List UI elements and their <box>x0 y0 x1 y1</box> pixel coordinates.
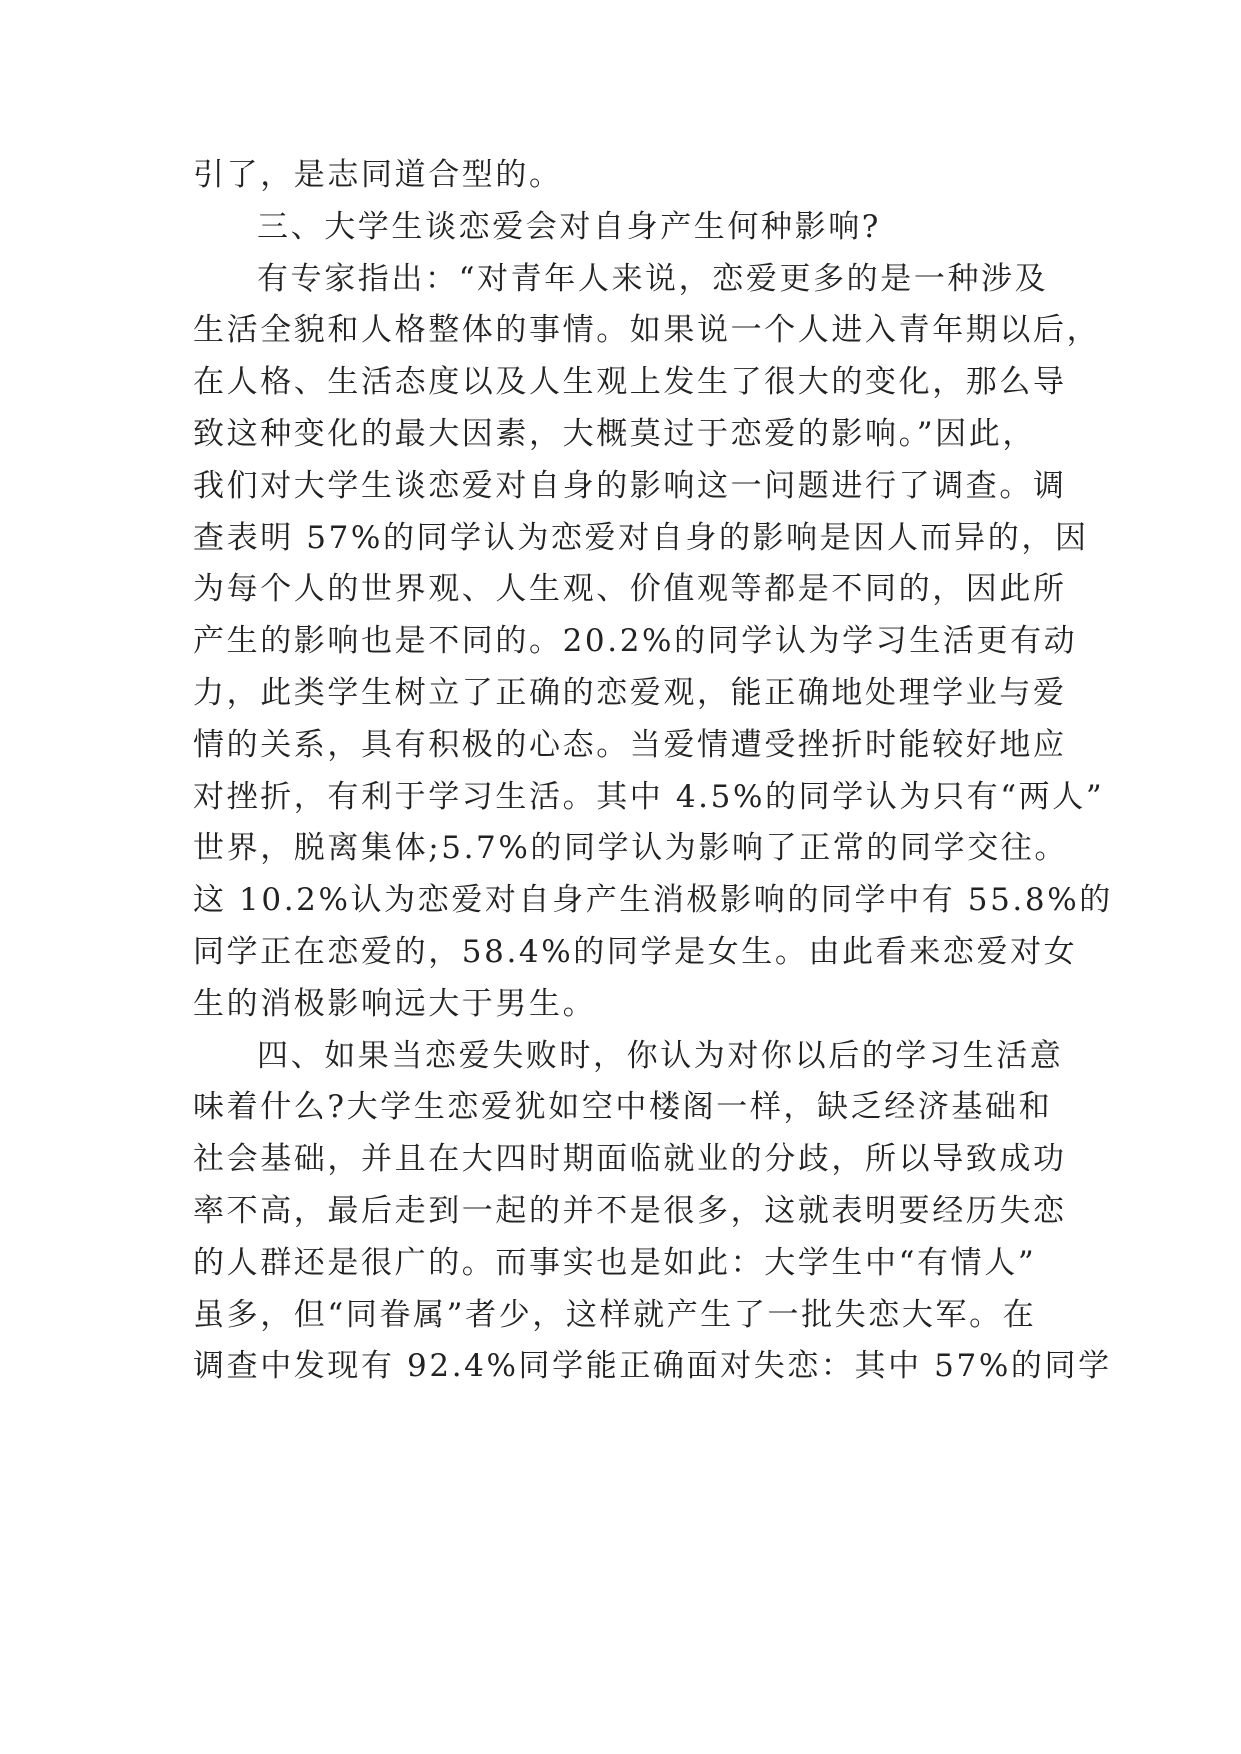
text-line: 这 10.2%认为恋爱对自身产生消极影响的同学中有 55.8%的 <box>193 882 1113 919</box>
text-line: 为每个人的世界观、人生观、价值观等都是不同的，因此所 <box>193 571 1067 608</box>
text-line: 产生的影响也是不同的。20.2%的同学认为学习生活更有动 <box>193 623 1078 660</box>
document-body <box>193 150 1113 1393</box>
text-line: 生的消极影响远大于男生。 <box>193 985 597 1022</box>
section-heading: 四、如果当恋爱失败时，你认为对你以后的学习生活意 <box>257 1037 1064 1074</box>
text-line: 情的关系，具有积极的心态。当爱情遭受挫折时能较好地应 <box>193 726 1067 763</box>
text-line: 引了，是志同道合型的。 <box>193 157 563 193</box>
text-line: 社会基础，并且在大四时期面临就业的分歧，所以导致成功 <box>193 1141 1067 1178</box>
text-line: 率不高，最后走到一起的并不是很多，这就表明要经历失恋 <box>193 1192 1067 1229</box>
text-line: 有专家指出：“对青年人来说，恋爱更多的是一种涉及 <box>257 260 1049 297</box>
text-line: 生活全貌和人格整体的事情。如果说一个人进入青年期以后， <box>193 312 1101 349</box>
text-line: 同学正在恋爱的，58.4%的同学是女生。由此看来恋爱对女 <box>193 933 1078 970</box>
text-line: 虽多，但“同眷属”者少，这样就产生了一批失恋大军。在 <box>193 1296 1037 1333</box>
text-line: 的人群还是很广的。而事实也是如此：大学生中“有情人” <box>193 1244 1037 1281</box>
text-line: 我们对大学生谈恋爱对自身的影响这一问题进行了调查。调 <box>193 467 1067 504</box>
text-line: 力，此类学生树立了正确的恋爱观，能正确地处理学业与爱 <box>193 674 1067 711</box>
text-line: 在人格、生活态度以及人生观上发生了很大的变化，那么导 <box>193 364 1067 401</box>
text-line: 味着什么?大学生恋爱犹如空中楼阁一样，缺乏经济基础和 <box>193 1089 1053 1126</box>
text-line: 致这种变化的最大因素，大概莫过于恋爱的影响。”因此， <box>193 415 1036 452</box>
text-line: 查表明 57%的同学认为恋爱对自身的影响是因人而异的，因 <box>193 519 1089 556</box>
text-line: 调查中发现有 92.4%同学能正确面对失恋：其中 57%的同学 <box>193 1348 1112 1385</box>
section-heading: 三、大学生谈恋爱会对自身产生何种影响? <box>257 208 882 245</box>
text-line: 对挫折，有利于学习生活。其中 4.5%的同学认为只有“两人” <box>193 778 1105 815</box>
text-line: 世界，脱离集体;5.7%的同学认为影响了正常的同学交往。 <box>193 830 1068 867</box>
